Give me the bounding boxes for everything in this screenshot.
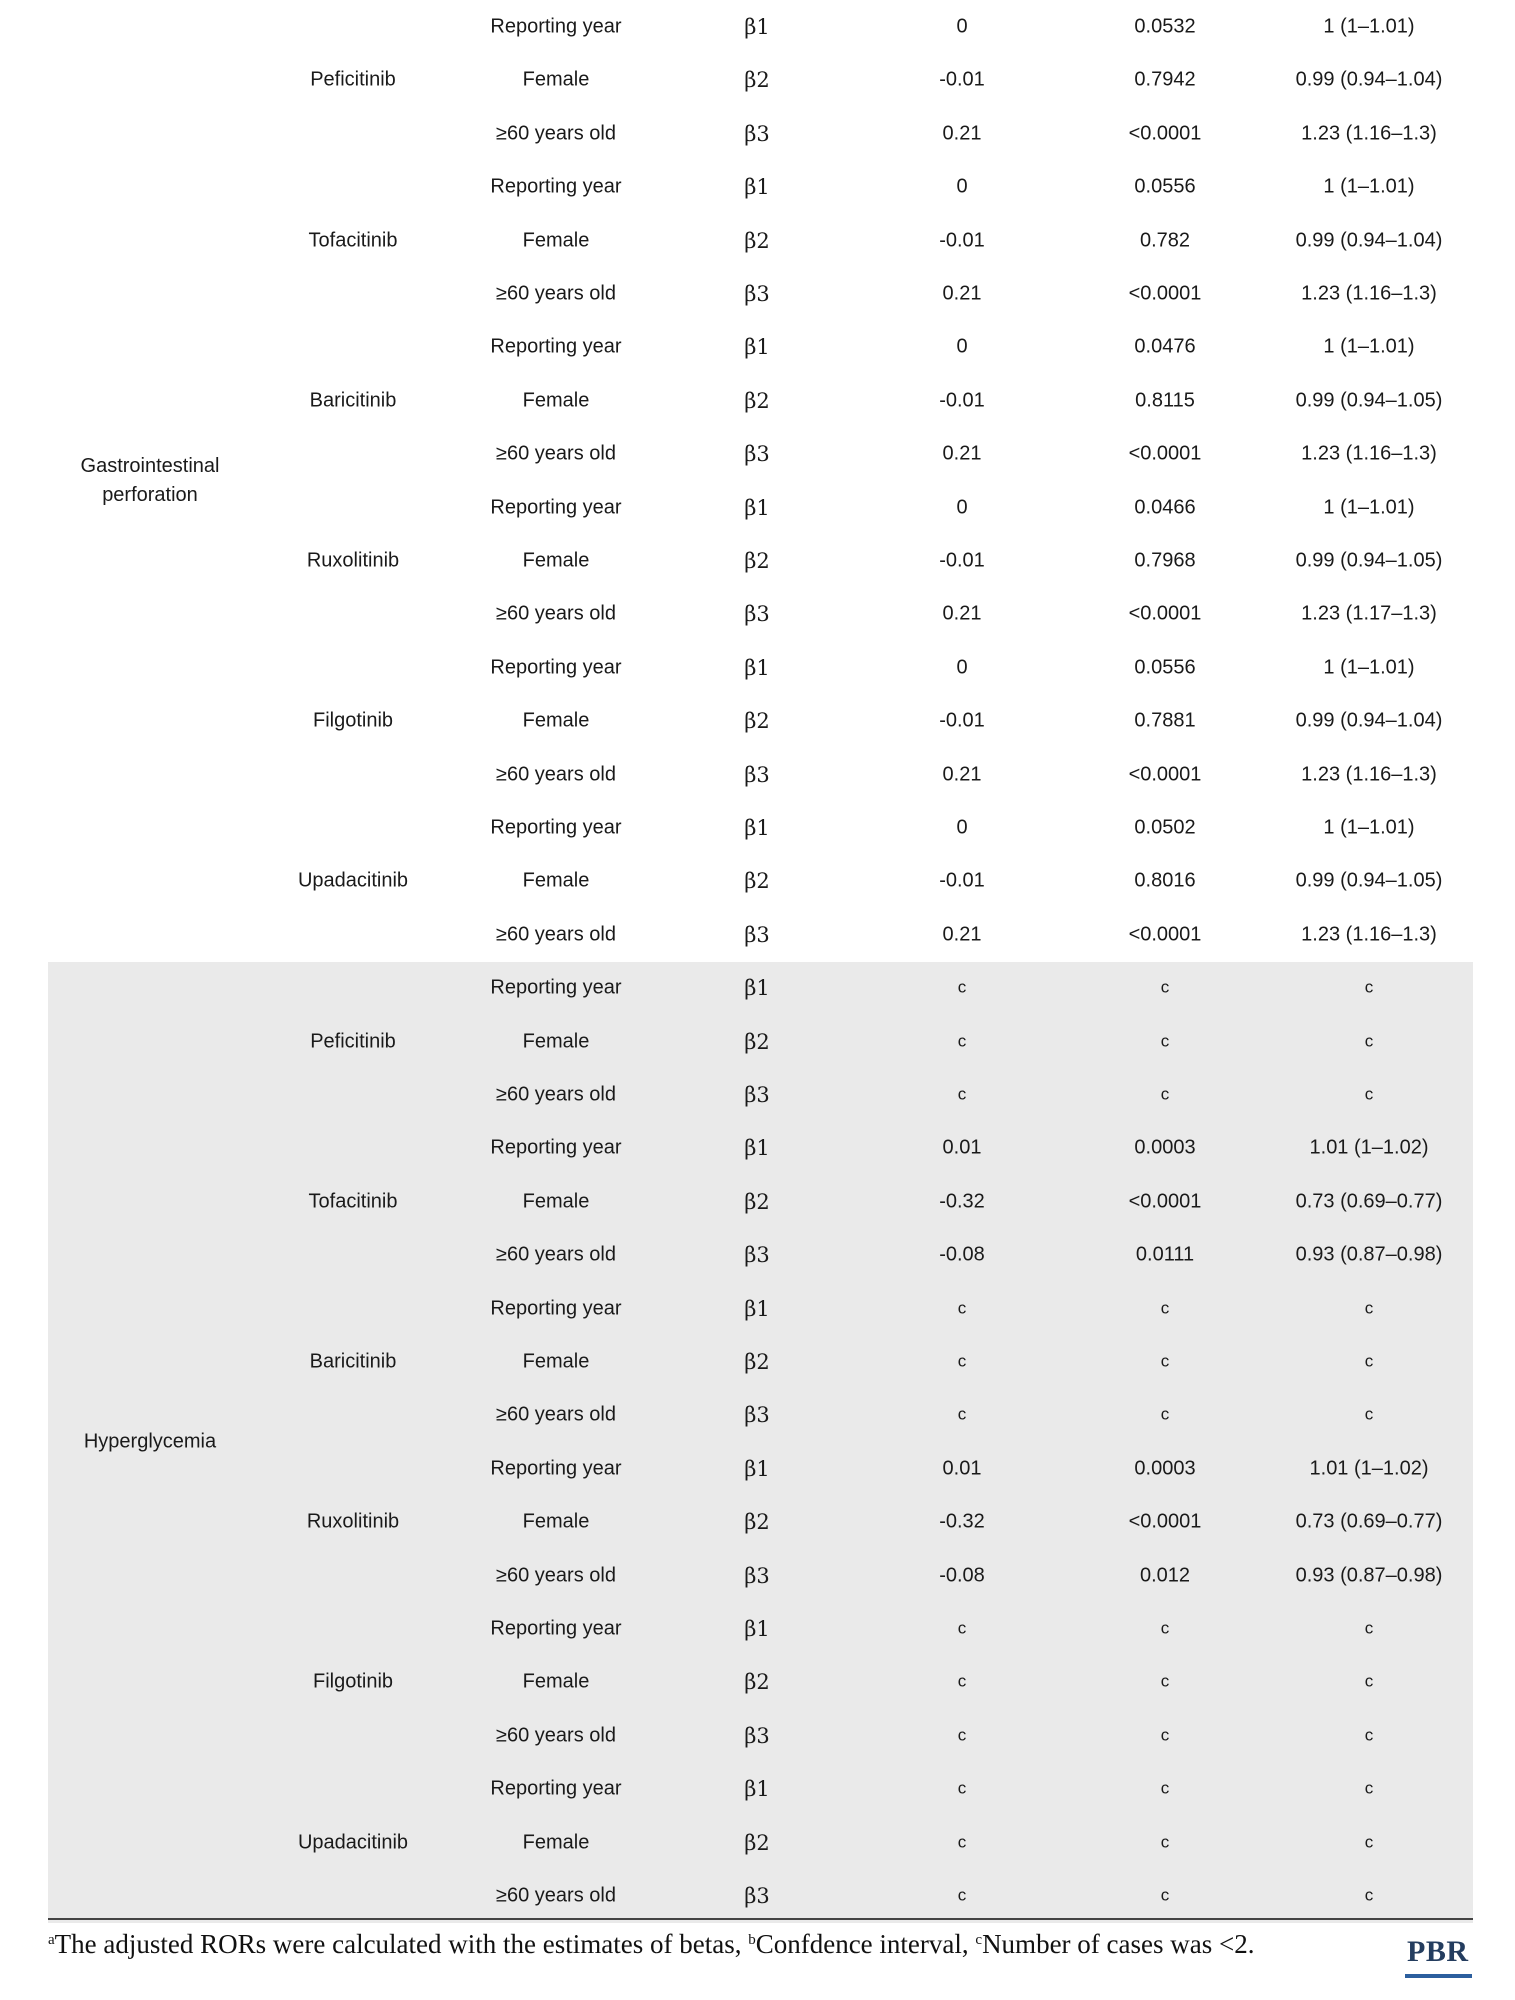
estimate-cell: c <box>957 1031 967 1051</box>
p-value-cell: c <box>1160 977 1170 997</box>
variable-cell: Female <box>522 1350 590 1373</box>
variable-cell: Reporting year <box>490 496 622 519</box>
ror-cell: 1.23 (1.17–1.3) <box>1301 602 1437 625</box>
variable-cell: ≥60 years old <box>496 1884 616 1907</box>
ror-cell: 1.23 (1.16–1.3) <box>1301 282 1437 305</box>
ror-cell: 0.93 (0.87–0.98) <box>1295 1564 1443 1587</box>
p-value-cell: 0.0476 <box>1134 335 1196 358</box>
estimate-cell: c <box>957 1084 967 1104</box>
p-value-cell: 0.7942 <box>1134 68 1196 91</box>
beta-cell: β3 <box>744 762 770 787</box>
drug-name: Ruxolitinib <box>306 549 400 572</box>
beta-cell: β2 <box>744 708 770 733</box>
beta-cell: β2 <box>744 1189 770 1214</box>
p-value-cell: c <box>1160 1618 1170 1638</box>
variable-cell: ≥60 years old <box>496 1243 616 1266</box>
ror-cell: 1 (1–1.01) <box>1323 175 1415 198</box>
estimate-cell: 0 <box>956 175 968 198</box>
variable-cell: Reporting year <box>490 1136 622 1159</box>
variable-cell: Reporting year <box>490 1617 622 1640</box>
variable-cell: Female <box>522 1670 590 1693</box>
ror-cell: 0.99 (0.94–1.05) <box>1295 389 1443 412</box>
drug-name: Upadacitinib <box>297 869 409 892</box>
ror-cell: c <box>1364 1405 1374 1425</box>
ror-cell: c <box>1364 1778 1374 1798</box>
p-value-cell: c <box>1160 1778 1170 1798</box>
variable-cell: ≥60 years old <box>496 1564 616 1587</box>
footnote-mark-b: b <box>748 1932 756 1948</box>
ror-cell: 0.93 (0.87–0.98) <box>1295 1243 1443 1266</box>
variable-cell: Female <box>522 229 590 252</box>
variable-cell: Reporting year <box>490 656 622 679</box>
drug-name: Filgotinib <box>312 1670 394 1693</box>
beta-cell: β3 <box>744 1242 770 1267</box>
footnote-mark-c: c <box>975 1932 983 1948</box>
p-value-cell: <0.0001 <box>1128 1190 1202 1213</box>
ror-cell: 1.01 (1–1.02) <box>1309 1457 1429 1480</box>
p-value-cell: c <box>1160 1885 1170 1905</box>
variable-cell: ≥60 years old <box>496 1403 616 1426</box>
ror-cell: c <box>1364 1618 1374 1638</box>
estimate-cell: 0 <box>956 15 968 38</box>
p-value-cell: 0.0532 <box>1134 15 1196 38</box>
ror-cell: 1.23 (1.16–1.3) <box>1301 442 1437 465</box>
variable-cell: Reporting year <box>490 1297 622 1320</box>
ror-cell: c <box>1364 1298 1374 1318</box>
p-value-cell: c <box>1160 1832 1170 1852</box>
p-value-cell: 0.0556 <box>1134 175 1196 198</box>
beta-cell: β1 <box>744 975 770 1000</box>
beta-cell: β2 <box>744 869 770 894</box>
variable-cell: Reporting year <box>490 1777 622 1800</box>
beta-cell: β3 <box>744 1403 770 1428</box>
estimate-cell: c <box>957 1832 967 1852</box>
variable-cell: ≥60 years old <box>496 1724 616 1747</box>
p-value-cell: 0.8115 <box>1135 389 1195 412</box>
variable-cell: ≥60 years old <box>496 442 616 465</box>
ror-cell: 0.99 (0.94–1.04) <box>1295 709 1443 732</box>
beta-cell: β1 <box>744 815 770 840</box>
p-value-cell: 0.0556 <box>1134 656 1196 679</box>
beta-cell: β3 <box>744 922 770 947</box>
p-value-cell: c <box>1160 1672 1170 1692</box>
p-value-cell: <0.0001 <box>1128 923 1202 946</box>
footnote-text-a: The adjusted RORs were calculated with the estimates of betas, <box>54 1929 749 1959</box>
ror-cell: 1.23 (1.16–1.3) <box>1301 122 1437 145</box>
estimate-cell: 0 <box>956 496 968 519</box>
beta-cell: β1 <box>744 1296 770 1321</box>
estimate-cell: c <box>957 1885 967 1905</box>
drug-name: Tofacitinib <box>308 229 398 252</box>
footnote-text-b: Confdence interval, <box>755 1929 976 1959</box>
beta-cell: β3 <box>744 602 770 627</box>
estimate-cell: c <box>957 1778 967 1798</box>
ror-cell: 1 (1–1.01) <box>1323 335 1415 358</box>
ror-cell: c <box>1364 1725 1374 1745</box>
beta-cell: β2 <box>744 228 770 253</box>
variable-cell: Female <box>522 709 590 732</box>
estimate-cell: -0.08 <box>939 1564 985 1587</box>
variable-cell: Female <box>522 1831 590 1854</box>
beta-cell: β1 <box>744 1456 770 1481</box>
ror-cell: 1 (1–1.01) <box>1323 656 1415 679</box>
estimate-cell: c <box>957 1672 967 1692</box>
drug-name: Filgotinib <box>312 709 394 732</box>
drug-name: Ruxolitinib <box>306 1510 400 1533</box>
p-value-cell: <0.0001 <box>1128 122 1202 145</box>
variable-cell: Reporting year <box>490 175 622 198</box>
beta-cell: β2 <box>744 548 770 573</box>
ror-cell: c <box>1364 1351 1374 1371</box>
variable-cell: Female <box>522 1190 590 1213</box>
variable-cell: ≥60 years old <box>496 923 616 946</box>
beta-cell: β1 <box>744 14 770 39</box>
drug-name: Peficitinib <box>310 68 396 91</box>
estimate-cell: c <box>957 977 967 997</box>
ror-cell: 0.99 (0.94–1.04) <box>1295 229 1443 252</box>
estimate-cell: -0.32 <box>939 1190 985 1213</box>
estimate-cell: 0 <box>956 656 968 679</box>
beta-cell: β3 <box>744 441 770 466</box>
beta-cell: β1 <box>744 495 770 520</box>
estimate-cell: c <box>957 1618 967 1638</box>
p-value-cell: 0.7968 <box>1134 549 1196 572</box>
beta-cell: β2 <box>744 1670 770 1695</box>
ror-cell: 1 (1–1.01) <box>1323 816 1415 839</box>
variable-cell: Female <box>522 549 590 572</box>
p-value-cell: <0.0001 <box>1128 442 1202 465</box>
ror-cell: 1.01 (1–1.02) <box>1309 1136 1429 1159</box>
estimate-cell: -0.01 <box>939 68 985 91</box>
variable-cell: Reporting year <box>490 335 622 358</box>
ror-cell: 0.73 (0.69–0.77) <box>1295 1510 1443 1533</box>
variable-cell: ≥60 years old <box>496 602 616 625</box>
estimate-cell: 0.21 <box>942 122 982 145</box>
beta-cell: β1 <box>744 1776 770 1801</box>
p-value-cell: c <box>1160 1298 1170 1318</box>
p-value-cell: c <box>1160 1031 1170 1051</box>
ror-cell: 0.99 (0.94–1.05) <box>1295 869 1443 892</box>
journal-logo-underline <box>1405 1974 1472 1978</box>
estimate-cell: 0.01 <box>942 1136 982 1159</box>
drug-name: Baricitinib <box>309 1350 397 1373</box>
estimate-cell: c <box>957 1351 967 1371</box>
variable-cell: ≥60 years old <box>496 282 616 305</box>
beta-cell: β2 <box>744 1509 770 1534</box>
variable-cell: ≥60 years old <box>496 122 616 145</box>
estimate-cell: 0 <box>956 816 968 839</box>
beta-cell: β2 <box>744 1029 770 1054</box>
estimate-cell: 0.21 <box>942 923 982 946</box>
adverse-event-label: Gastrointestinal perforation <box>80 454 220 506</box>
drug-name: Peficitinib <box>310 1030 396 1053</box>
estimate-cell: c <box>957 1405 967 1425</box>
table-bottom-rule <box>48 1918 1473 1920</box>
p-value-cell: 0.0003 <box>1134 1457 1196 1480</box>
beta-cell: β3 <box>744 1563 770 1588</box>
variable-cell: Reporting year <box>490 816 622 839</box>
ror-cell: 1 (1–1.01) <box>1323 496 1415 519</box>
p-value-cell: 0.0502 <box>1134 816 1196 839</box>
ror-cell: c <box>1364 1672 1374 1692</box>
estimate-cell: c <box>957 1298 967 1318</box>
p-value-cell: <0.0001 <box>1128 763 1202 786</box>
estimate-cell: -0.01 <box>939 389 985 412</box>
footnote-mark-a: a <box>48 1932 55 1948</box>
p-value-cell: 0.0111 <box>1135 1243 1195 1266</box>
estimate-cell: 0.21 <box>942 282 982 305</box>
p-value-cell: 0.782 <box>1139 229 1191 252</box>
beta-cell: β3 <box>744 281 770 306</box>
ror-cell: c <box>1364 1031 1374 1051</box>
beta-cell: β1 <box>744 1136 770 1161</box>
beta-cell: β2 <box>744 1830 770 1855</box>
drug-name: Baricitinib <box>309 389 397 412</box>
ror-cell: 1.23 (1.16–1.3) <box>1301 923 1437 946</box>
ror-cell: 0.99 (0.94–1.05) <box>1295 549 1443 572</box>
ror-cell: 0.99 (0.94–1.04) <box>1295 68 1443 91</box>
p-value-cell: <0.0001 <box>1128 1510 1202 1533</box>
variable-cell: ≥60 years old <box>496 763 616 786</box>
estimate-cell: 0 <box>956 335 968 358</box>
variable-cell: ≥60 years old <box>496 1083 616 1106</box>
beta-cell: β3 <box>744 1723 770 1748</box>
ror-cell: 0.73 (0.69–0.77) <box>1295 1190 1443 1213</box>
p-value-cell: c <box>1160 1084 1170 1104</box>
estimate-cell: -0.01 <box>939 549 985 572</box>
variable-cell: Female <box>522 1510 590 1533</box>
table-footnote <box>48 1929 1254 1960</box>
estimate-cell: -0.08 <box>939 1243 985 1266</box>
variable-cell: Female <box>522 869 590 892</box>
beta-cell: β2 <box>744 68 770 93</box>
estimate-cell: -0.01 <box>939 709 985 732</box>
beta-cell: β2 <box>744 388 770 413</box>
p-value-cell: 0.0003 <box>1134 1136 1196 1159</box>
beta-cell: β1 <box>744 655 770 680</box>
variable-cell: Female <box>522 68 590 91</box>
variable-cell: Female <box>522 389 590 412</box>
ror-cell: c <box>1364 1885 1374 1905</box>
ror-cell: 1 (1–1.01) <box>1323 15 1415 38</box>
beta-cell: β2 <box>744 1349 770 1374</box>
journal-logo: PBR <box>1407 1935 1469 1968</box>
estimate-cell: 0.21 <box>942 442 982 465</box>
beta-cell: β1 <box>744 174 770 199</box>
drug-name: Tofacitinib <box>308 1190 398 1213</box>
footnote-text-c: Number of cases was <2. <box>982 1929 1255 1959</box>
p-value-cell: 0.7881 <box>1134 709 1196 732</box>
estimate-cell: 0.01 <box>942 1457 982 1480</box>
p-value-cell: c <box>1160 1725 1170 1745</box>
beta-cell: β3 <box>744 121 770 146</box>
beta-cell: β1 <box>744 335 770 360</box>
adverse-event-label: Hyperglycemia <box>83 1430 217 1453</box>
p-value-cell: c <box>1160 1405 1170 1425</box>
estimate-cell: -0.32 <box>939 1510 985 1533</box>
drug-name: Upadacitinib <box>297 1831 409 1854</box>
variable-cell: Female <box>522 1030 590 1053</box>
p-value-cell: 0.0466 <box>1134 496 1196 519</box>
estimate-cell: -0.01 <box>939 869 985 892</box>
variable-cell: Reporting year <box>490 976 622 999</box>
estimate-cell: 0.21 <box>942 602 982 625</box>
ror-cell: c <box>1364 1832 1374 1852</box>
p-value-cell: c <box>1160 1351 1170 1371</box>
ror-cell: 1.23 (1.16–1.3) <box>1301 763 1437 786</box>
estimate-cell: 0.21 <box>942 763 982 786</box>
beta-cell: β3 <box>744 1082 770 1107</box>
estimate-cell: c <box>957 1725 967 1745</box>
beta-cell: β3 <box>744 1883 770 1908</box>
beta-cell: β1 <box>744 1616 770 1641</box>
variable-cell: Reporting year <box>490 1457 622 1480</box>
ror-cell: c <box>1364 1084 1374 1104</box>
estimate-cell: -0.01 <box>939 229 985 252</box>
variable-cell: Reporting year <box>490 15 622 38</box>
p-value-cell: 0.012 <box>1139 1564 1191 1587</box>
ror-cell: c <box>1364 977 1374 997</box>
p-value-cell: <0.0001 <box>1128 602 1202 625</box>
p-value-cell: 0.8016 <box>1134 869 1196 892</box>
p-value-cell: <0.0001 <box>1128 282 1202 305</box>
